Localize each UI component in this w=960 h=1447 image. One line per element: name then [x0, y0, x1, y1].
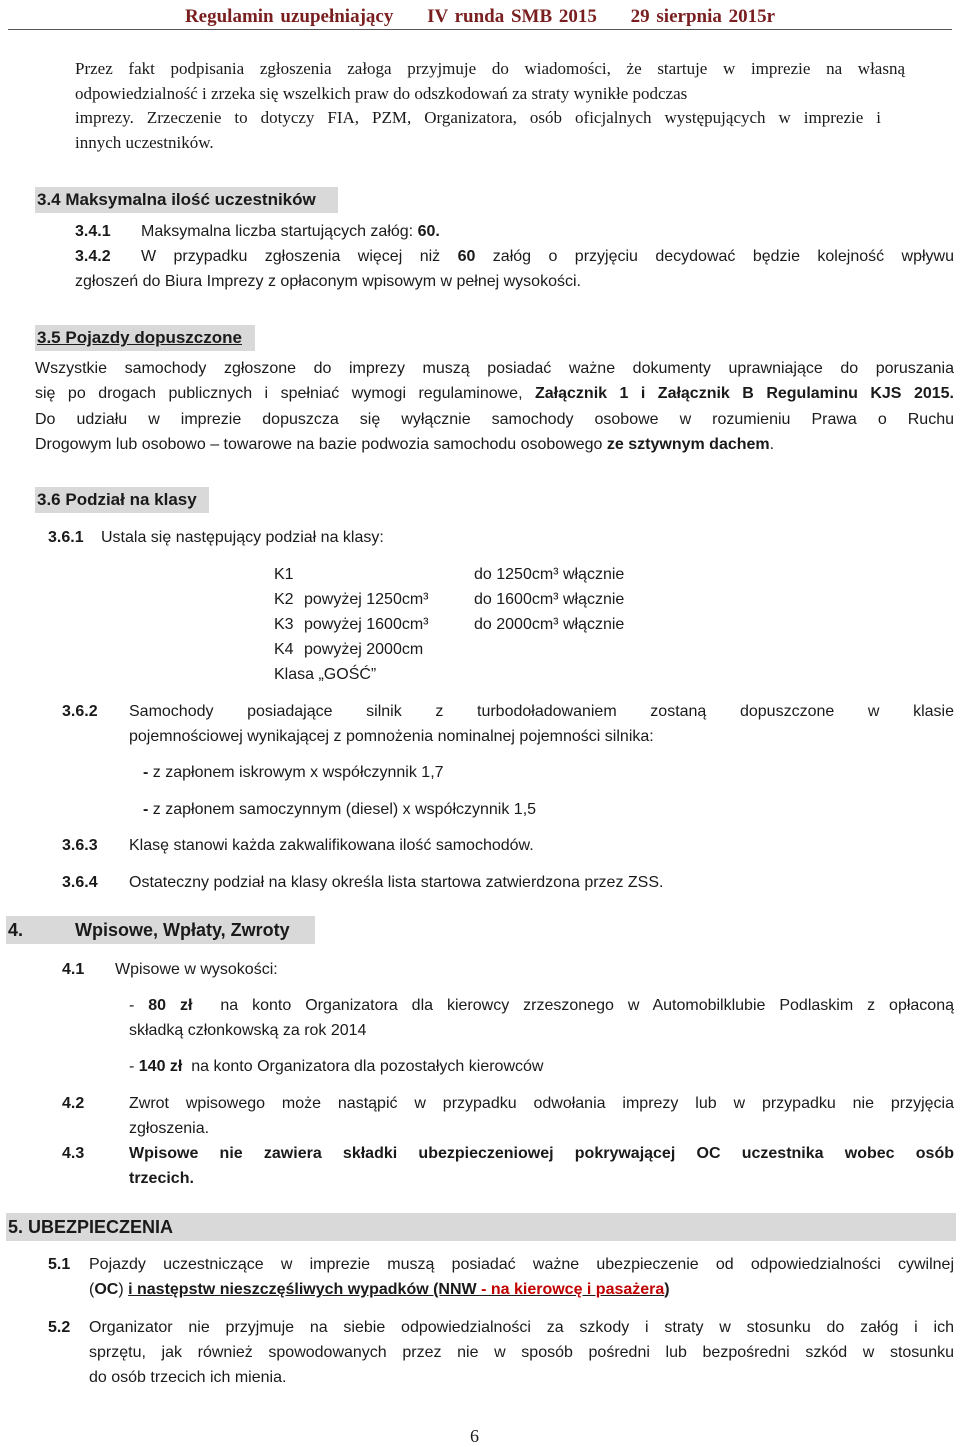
class-lower-limit: powyżej 1600cm³ — [304, 616, 429, 633]
paragraph-3-6-3: Klasę stanowi każda zakwalifikowana ilość samochodów. — [129, 837, 534, 854]
paragraph-line: Organizator nie przyjmuje na siebie odpowiedzialności za szkody i straty w stosunku do załóg i ich — [89, 1319, 954, 1336]
paragraph-text: Drogowym lub osobowo – towarowe na bazie podwozia samochodu osobowego — [35, 436, 607, 453]
bold-text: ze sztywnym dachem — [606, 436, 770, 453]
paragraph-3-6-4: Ostateczny podział na klasy określa lista startowa zatwierdzona przez ZSS. — [129, 874, 664, 891]
class-lower-limit: powyżej 1250cm³ — [304, 591, 429, 608]
paragraph-number: 3.4.1 — [75, 223, 111, 240]
section-heading-3-4: 3.4 Maksymalna ilość uczestników — [37, 190, 316, 209]
paragraph-number: 4.3 — [62, 1145, 85, 1162]
class-name: K2 — [274, 591, 294, 608]
paragraph-number: 3.6.4 — [62, 874, 98, 891]
class-upper-limit: do 1600cm³ włącznie — [474, 591, 625, 608]
intro-line: innych uczestników. — [75, 133, 214, 152]
paragraph-number: 4.1 — [62, 961, 85, 978]
paragraph-line: zgłoszenia. — [129, 1120, 210, 1137]
paragraph-line — [89, 1277, 670, 1302]
bold-value: 60 — [457, 248, 476, 265]
fee-text: na konto Organizatora dla pozostałych kierowców — [182, 1058, 544, 1075]
bold-text: OC — [94, 1281, 119, 1298]
class-name: K3 — [274, 616, 294, 633]
paragraph-line: pojemnościowej wynikającej z pomnożenia nominalnej pojemności silnika: — [129, 728, 654, 745]
intro-line: imprezy. Zrzeczenie to dotyczy FIA, PZM, Organizatora, osób oficjalnych występujących w imprezie i — [75, 108, 881, 127]
paragraph-text: się po drogach publicznych i spełniać wymogi regulaminowe, — [35, 385, 535, 402]
paragraph-number: 3.6.3 — [62, 837, 98, 854]
paragraph-line: Wpisowe nie zawiera składki ubezpieczeniowej pokrywającej OC uczestnika wobec osób — [129, 1145, 954, 1162]
section-heading-4: Wpisowe, Wpłaty, Zwroty — [75, 920, 290, 940]
fee-amount: 80 zł — [148, 997, 193, 1014]
paragraph-number: 5.1 — [48, 1256, 71, 1273]
paragraph-line: sprzętu, jak również spowodowanych przez nie w sposób pośredni lub bezpośredni szkód w stosunku — [89, 1344, 954, 1361]
factor-text: z zapłonem iskrowym x współczynnik 1,7 — [148, 764, 444, 781]
fee-text: na konto Organizatora dla kierowcy zrzeszonego w Automobilklubie Podlaskim z opłaconą — [192, 997, 955, 1014]
header-title: Regulamin uzupełniający IV runda SMB 2015 29 sierpnia 2015r — [184, 6, 776, 27]
factor-item — [143, 797, 536, 822]
paragraph-line: do osób trzecich ich mienia. — [89, 1369, 287, 1386]
paragraph-number: 4.2 — [62, 1095, 85, 1112]
section-heading-3-6: 3.6 Podział na klasy — [37, 490, 197, 509]
factor-text: z zapłonem samoczynnym (diesel) x współczynnik 1,5 — [148, 801, 537, 818]
class-name: K1 — [274, 566, 294, 583]
dash: - — [143, 764, 149, 781]
paragraph-line: Pojazdy uczestniczące w imprezie muszą posiadać ważne ubezpieczenie od odpowiedzialności cywilnej — [89, 1256, 954, 1273]
section-number-4: 4. — [8, 920, 24, 940]
fee-item — [129, 1054, 543, 1079]
paragraph-line: trzecich. — [129, 1170, 194, 1187]
section-heading-3-5: 3.5 Pojazdy dopuszczone — [37, 328, 242, 347]
paragraph-text: . — [769, 436, 775, 453]
fee-item-line: składką członkowską za rok 2014 — [129, 1022, 367, 1039]
page-number: 6 — [470, 1426, 479, 1446]
paragraph-line: Wszystkie samochody zgłoszone do imprezy muszą posiadać ważne dokumenty uprawniające do poruszania — [35, 360, 954, 377]
paragraph-number: 3.6.2 — [62, 703, 98, 720]
bold-text: Załącznik 1 i Załącznik B Regulaminu KJS 2015. — [535, 385, 954, 402]
page-header — [0, 0, 960, 30]
fee-item — [129, 993, 954, 1018]
paragraph-text: ( — [89, 1281, 95, 1298]
paragraph-3-4-1 — [141, 219, 440, 244]
section-heading-5: 5. UBEZPIECZENIA — [8, 1217, 174, 1237]
paragraph-line — [35, 381, 954, 406]
paragraph-4-1: Wpisowe w wysokości: — [115, 961, 278, 978]
class-upper-limit: do 1250cm³ włącznie — [474, 566, 625, 583]
paragraph-text: ) — [664, 1281, 670, 1298]
paragraph-line: zgłoszeń do Biura Imprezy z opłaconym wpisowym w pełnej wysokości. — [75, 273, 581, 290]
underlined-text: i następstw nieszczęśliwych wypadków (NNW — [128, 1281, 482, 1298]
red-text: - na kierowcę i pasażera — [481, 1281, 665, 1298]
dash: - — [143, 801, 149, 818]
class-lower-limit: powyżej 2000cm — [304, 641, 424, 658]
class-upper-limit: do 2000cm³ włącznie — [474, 616, 625, 633]
factor-item — [143, 760, 444, 785]
paragraph-line — [35, 432, 774, 457]
paragraph-number: 3.6.1 — [48, 529, 84, 546]
paragraph-text: Maksymalna liczba startujących załóg: — [141, 223, 418, 240]
paragraph-text: W przypadku zgłoszenia więcej niż — [141, 248, 458, 265]
class-name: Klasa „GOŚĆ” — [274, 666, 377, 683]
paragraph-number: 3.4.2 — [75, 248, 111, 265]
intro-line: odpowiedzialność i zrzeka się wszelkich praw do odszkodowań za straty wynikłe podczas — [75, 84, 688, 103]
paragraph-line: Do udziału w imprezie dopuszcza się wyłącznie samochody osobowe w rozumieniu Prawa o Ruchu — [35, 411, 954, 428]
paragraph-text: załóg o przyjęciu decydować będzie kolejność wpływu — [475, 248, 954, 265]
paragraph-line: Zwrot wpisowego może nastąpić w przypadku odwołania imprezy lub w przypadku nie przyjęcia — [129, 1095, 954, 1112]
class-name: K4 — [274, 641, 294, 658]
fee-amount: 140 zł — [138, 1058, 183, 1075]
paragraph-number: 5.2 — [48, 1319, 71, 1336]
dash: - — [129, 1058, 139, 1075]
paragraph-line: Samochody posiadające silnik z turbodoładowaniem zostaną dopuszczone w klasie — [129, 703, 954, 720]
paragraph-3-4-2 — [141, 244, 954, 269]
intro-line: Przez fakt podpisania zgłoszenia załoga przyjmuje do wiadomości, że startuje w imprezie na własną — [75, 59, 905, 78]
paragraph-text: ) — [118, 1281, 129, 1298]
dash: - — [129, 997, 149, 1014]
paragraph-3-6-1: Ustala się następujący podział na klasy: — [101, 529, 384, 546]
header-rule — [8, 29, 952, 30]
bold-value: 60. — [417, 223, 440, 240]
